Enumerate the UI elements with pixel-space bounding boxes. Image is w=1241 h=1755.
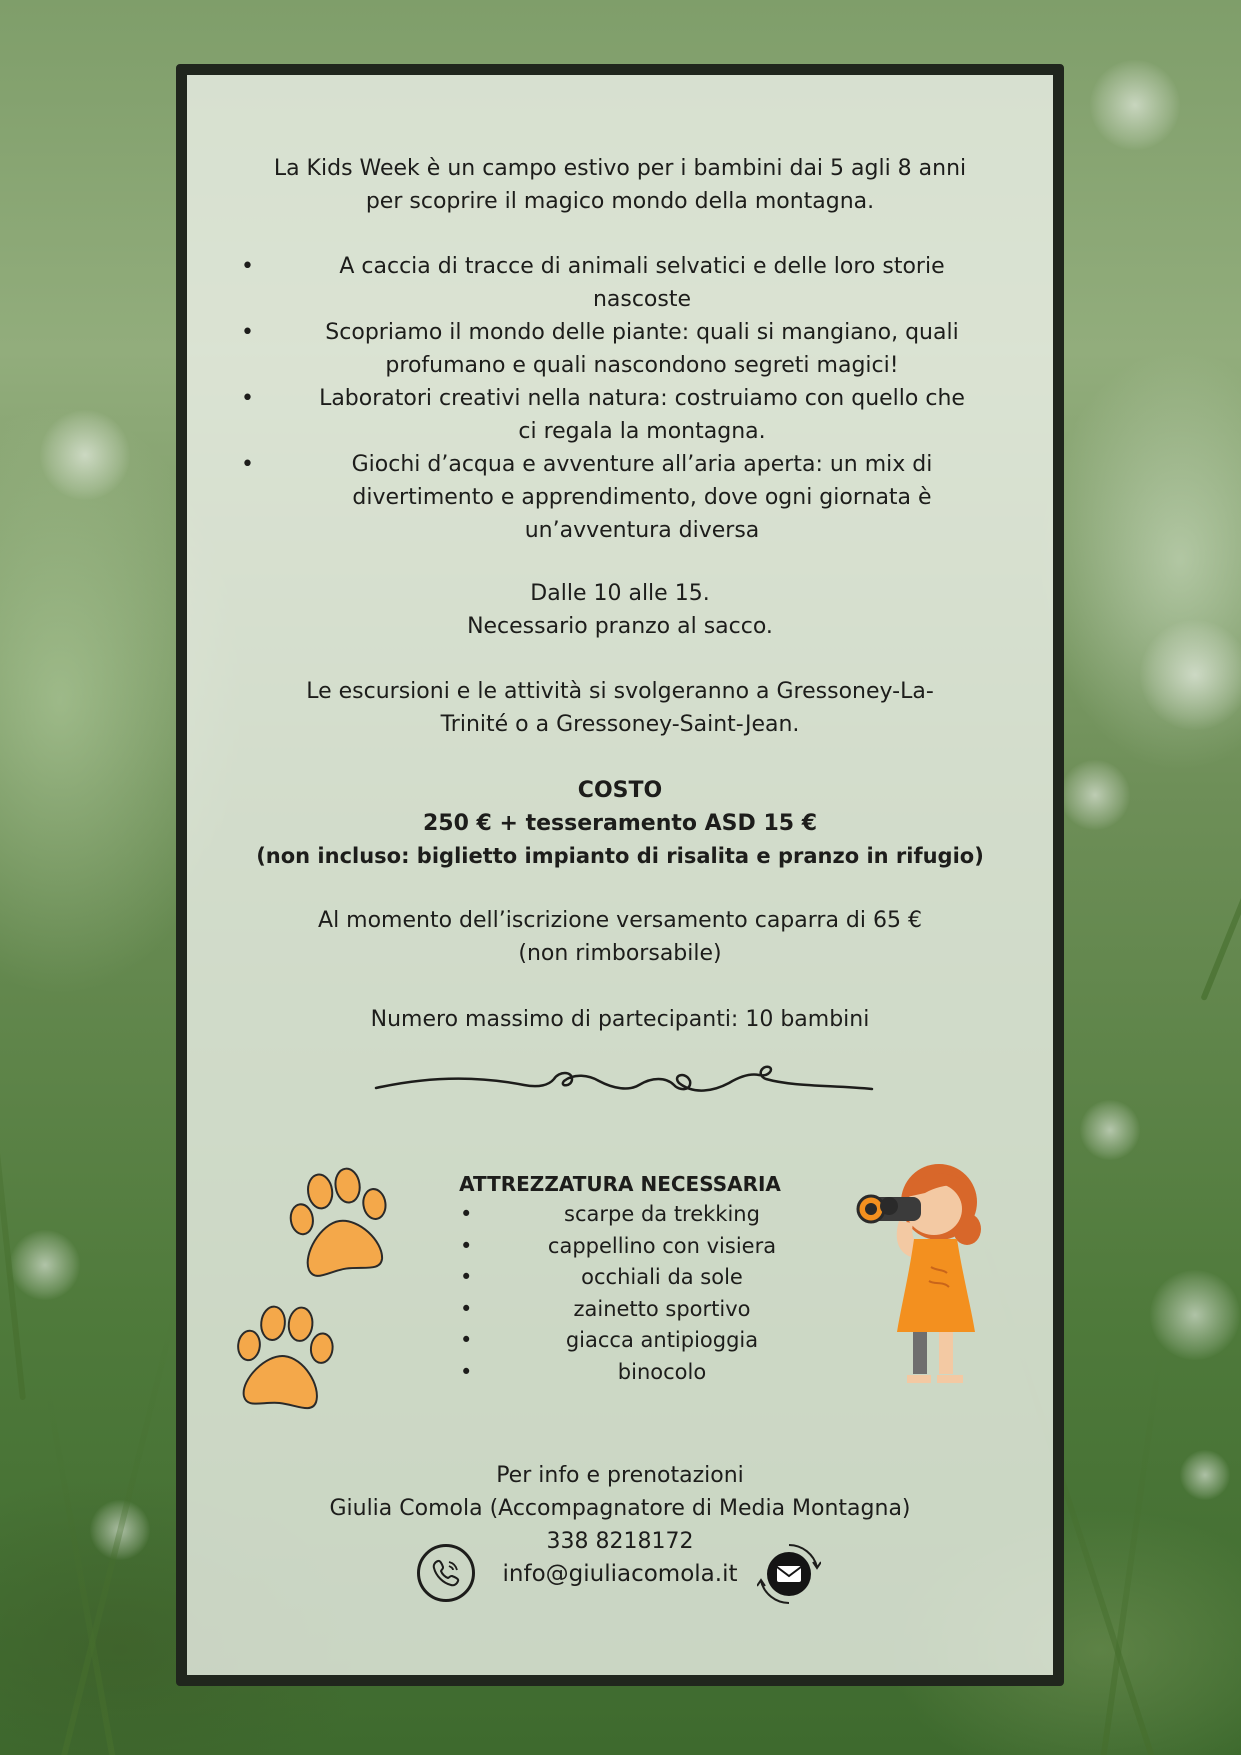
contact-name: Giulia Comola (Accompagnatore di Media Montagna) (329, 1496, 911, 1521)
email-icon[interactable] (757, 1542, 821, 1606)
equipment-title: ATTREZZATURA NECESSARIA (459, 1172, 781, 1196)
cost-section (227, 774, 1013, 873)
phone-icon[interactable] (417, 1544, 475, 1602)
intro-text (227, 152, 1013, 218)
email-icon-glyph (757, 1542, 821, 1606)
schedule (227, 577, 1013, 643)
bullet: • (241, 452, 254, 477)
list-item: • zainetto sportivo (460, 1296, 751, 1321)
list-item: • Giochi d’acqua e avventure all’aria aperta: un mix di divertimento e apprendimento, dove ogni giornata è un’avventura diversa (227, 448, 1013, 547)
list-item: • giacca antipioggia (460, 1328, 759, 1352)
list-item: • binocolo (460, 1359, 707, 1384)
equipment-list (452, 1199, 872, 1388)
cost-excluded: (non incluso: biglietto impianto di risalita e pranzo in rifugio) (256, 844, 984, 868)
location-line-1: Le escursioni e le attività si svolgeranno a Gressoney-La- (306, 679, 934, 704)
activities-list (227, 250, 1013, 547)
list-item: • Scopriamo il mondo delle piante: quali si mangiano, quali profumano e quali nascondono segreti magici! (227, 316, 1013, 382)
contact-phone[interactable]: 338 8218172 (546, 1529, 694, 1554)
list-item: • scarpe da trekking (460, 1202, 760, 1226)
location-line-2: Trinité o a Gressoney-Saint-Jean. (440, 712, 800, 737)
max-participants: Numero massimo di partecipanti: 10 bambini (370, 1007, 870, 1032)
deposit (227, 904, 1013, 970)
bullet: • (241, 320, 254, 345)
schedule-lunch: Necessario pranzo al sacco. (467, 614, 773, 639)
list-item: • occhiali da sole (460, 1265, 743, 1289)
location (227, 675, 1013, 741)
phone-icon-glyph (430, 1557, 462, 1589)
paw-print-icon (225, 1300, 344, 1421)
cost-heading: COSTO (577, 778, 663, 803)
decorative-squiggle-divider (374, 1063, 874, 1103)
list-item: • Laboratori creativi nella natura: costruiamo con quello che ci regala la montagna. (227, 382, 1013, 448)
deposit-line-1: Al momento dell’iscrizione versamento caparra di 65 € (318, 908, 922, 933)
intro-line-2: per scoprire il magico mondo della montagna. (365, 189, 875, 214)
intro-line-1: La Kids Week è un campo estivo per i bambini dai 5 agli 8 anni (273, 156, 967, 181)
bullet: • (241, 386, 254, 411)
contact-email[interactable]: info@giuliacomola.it (502, 1561, 738, 1587)
child-with-binoculars-illustration (839, 1157, 989, 1397)
poster-frame (176, 64, 1064, 1686)
contact-section (227, 1459, 1013, 1591)
schedule-hours: Dalle 10 alle 15. (530, 581, 710, 606)
deposit-line-2: (non rimborsabile) (518, 941, 722, 966)
contact-heading: Per info e prenotazioni (496, 1463, 744, 1488)
cost-price: 250 € + tesseramento ASD 15 € (422, 811, 818, 836)
bullet: • (241, 254, 254, 279)
list-item: • A caccia di tracce di animali selvatici e delle loro storie nascoste (227, 250, 1013, 316)
list-item: • cappellino con visiera (460, 1233, 777, 1258)
